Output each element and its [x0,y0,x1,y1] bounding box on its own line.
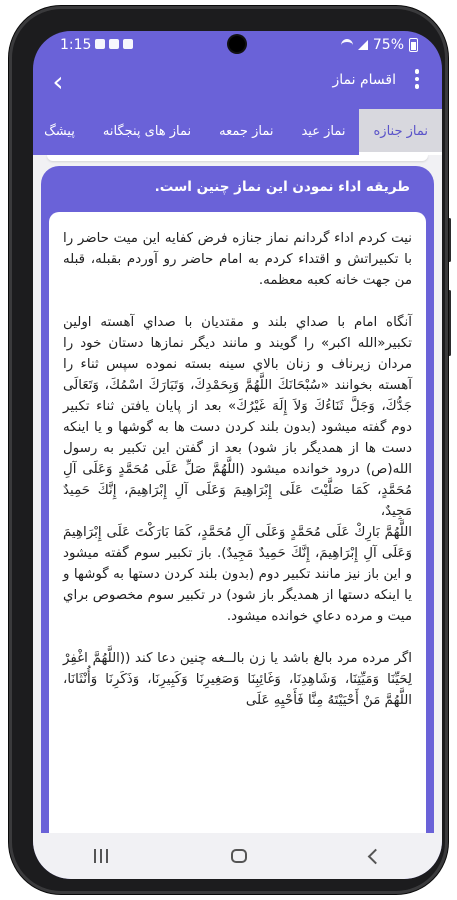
content-area[interactable] [33,155,442,833]
notification-icon [123,39,133,49]
tab-five-daily-prayers[interactable]: نماز های پنجگانه [102,124,192,139]
home-icon[interactable] [231,849,247,863]
camera-cutout [229,36,245,52]
notification-icons [95,39,133,49]
app-bar [33,59,442,109]
power-button [448,290,451,356]
tab-friday-prayer[interactable]: نماز جمعه [219,124,274,139]
battery-icon [409,38,418,52]
previous-card-edge [47,155,428,161]
paragraph: نیت کردم اداء گردانم نماز جنازه فرض کفایه این میت حاضر را با تکبیراتش و اقتداء کردم به امام حاضر رو آوردم بقبله، قبله من جهت خانه کعبه معظمه. [63,231,412,288]
status-bar [33,31,442,59]
screen [33,31,442,879]
volume-button [448,218,451,262]
signal-icon [358,40,368,50]
chevron-left-icon[interactable]: ‹ [52,65,64,98]
tab-eid-prayer[interactable]: نماز عید [301,124,346,139]
card-body[interactable] [49,212,426,833]
back-nav-icon[interactable] [367,848,383,864]
battery-percent: 75% [372,37,404,53]
phone-frame [9,6,448,894]
notification-icon [109,39,119,49]
recent-apps-icon[interactable] [94,849,108,863]
status-right [341,37,418,53]
more-vert-icon[interactable] [414,69,420,89]
notification-icon [95,39,105,49]
system-nav-bar [33,833,442,879]
tab-bar [33,109,442,155]
paragraph: آنگاه امام با صداي بلند و مقتديان با صداي آهسته اولين تكبير«الله اكبر» را گويند و مانند ديگر نمازها دستان خود را مردان زيرناف و زنان بالاي سينه بسته نموده سپس ثناء را آهسته بخوانند «سُبْحَانَكَ اللَّهُمَّ وَبِحَمْدِكَ، وَتَبَارَكَ اسْمُكَ، وَتَعَالَى جَدُّكَ، وَجَلَّ ثَنَاءُكَ وَلاَ إِلَهَ غَيْرُكَ» بعد از پایان یافتن ثناء تکبیر دوم گفته میشود (بدون بلند کردن دست ها به گوشها و یا اینکه دست ها از همدیگر باز شود) بعد از گفتن این تکبیر به رسول الله(ص) درود خوانده میشود (اللَّهُمَّ صَلِّ عَلَى مُحَمَّدٍ وَعَلَى آلِ مُحَمَّدٍ، كَمَا صَلَّيْتَ عَلَى إِبْرَاهِيمَ وَعَلَى آلِ إِبْرَاهِيمَ، إِنَّكَ حَمِيدٌ مَجِيدٌ، اللَّهُمَّ بَارِكْ عَلَى مُحَمَّدٍ وَعَلَى آلِ مُحَمَّدٍ، كَمَا بَارَكْتَ عَلَى إِبْرَاهِيمَ وَعَلَى آلِ إِبْرَاهِيمَ، إِنَّكَ حَمِيدٌ مَجِيدٌ). باز تکبیر سوم گفته میشود و این باز نیز مانند تکبیر دوم (بدون بلند کردن دستها به گوشها و یا اینکه دستها از همدیگر باز شود) در تکبير سوم مخصوص براي ميت و مرده دعاي خوانده ميشود. [63,315,412,624]
paragraph: اگر مرده مرد بالغ باشد یا زن بالــغه چنین دعا کند ((اللَّهُمَّ اغْفِرْ لِحَيِّنَا وَمَيِّتِنَا، وَشَاهِدِنَا، وَغَائِبِنَا وَصَغِيرِنَا وَكَبِيرِنَا، وَذَكَرِنَا وَأُنْثَانَا، اللَّهُمَّ مَنْ أَحْيَيْتَهُ مِنَّا فَأَحْيِهِ عَلَى [63,651,412,708]
page-title: اقسام نماز [332,72,396,88]
prayer-card [41,166,434,833]
tab-funeral-prayer[interactable]: نماز جنازه [359,109,442,155]
status-time: 1:15 [60,37,92,53]
card-title: طریقه اداء نمودن این نماز چنین است. [154,179,410,195]
tab-more[interactable]: پیشگ [44,124,75,139]
wifi-icon [341,39,353,52]
